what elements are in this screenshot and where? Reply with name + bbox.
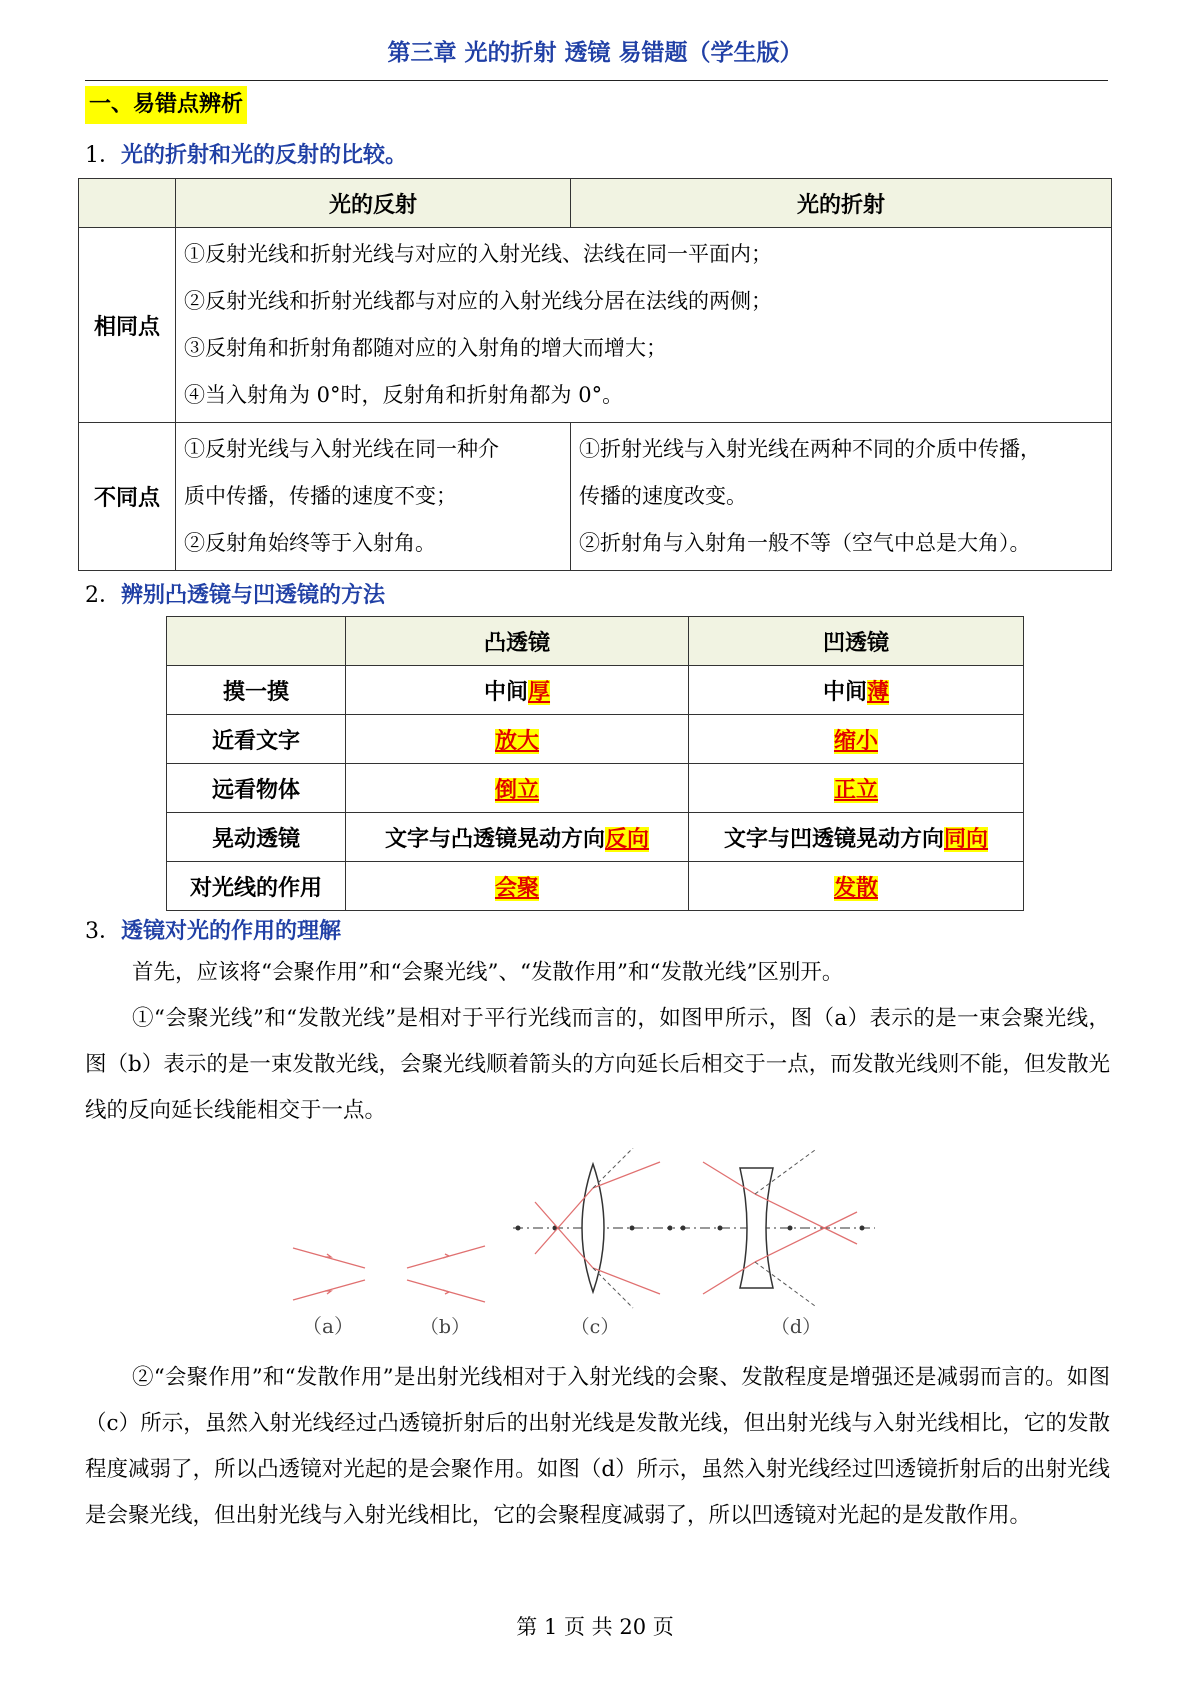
item1-title: 光的折射和光的反射的比较。	[121, 143, 408, 168]
item3-number: 3．	[85, 919, 121, 944]
paragraph: ①“会聚光线”和“发散光线”是相对于平行光线而言的，如图甲所示，图（a）表示的是一束会聚光线，图（b）表示的是一束发散光线，会聚光线顺着箭头的方向延长后相交于一点，而发散光线则不能，但发散光线的反向延长线能相交于一点。	[85, 1006, 1110, 1123]
same-point-line: ①反射光线和折射光线与对应的入射光线、法线在同一平面内；	[184, 242, 772, 266]
answer-highlight: 倒立	[494, 777, 539, 803]
item3-heading	[85, 914, 341, 945]
page-footer: 第 1 页 共 20 页	[516, 1615, 674, 1639]
lens-compare-table	[166, 616, 1024, 911]
item1-number: 1．	[85, 143, 121, 168]
diff-line: 质中传播，传播的速度不变；	[184, 484, 457, 508]
caption-d: （d）	[770, 1316, 822, 1338]
same-point-line: ④当入射角为 0°时，反射角和折射角都为 0°。	[184, 383, 624, 407]
row-diff-label: 不同点	[79, 423, 176, 571]
table-corner-cell	[167, 617, 346, 666]
concave-cell: 中间薄	[689, 666, 1024, 715]
title-divider	[85, 80, 1108, 81]
answer-highlight: 厚	[528, 679, 551, 705]
caption-c: （c）	[570, 1316, 620, 1338]
table-row	[167, 813, 1024, 862]
table-row	[167, 764, 1024, 813]
convex-cell: 中间厚	[346, 666, 689, 715]
table-corner-cell	[79, 179, 176, 228]
answer-highlight: 薄	[867, 679, 890, 705]
figure-a-converging-rays	[293, 1248, 365, 1300]
reflection-refraction-table	[78, 178, 1112, 571]
table-row	[167, 862, 1024, 911]
item2-number: 2．	[85, 583, 121, 608]
diff-refraction-cell	[571, 423, 1112, 571]
figure-b-diverging-rays	[407, 1246, 485, 1302]
concave-cell	[689, 862, 1024, 911]
same-points-cell	[176, 228, 1112, 423]
diff-line: 传播的速度改变。	[579, 484, 747, 508]
caption-b: （b）	[419, 1316, 471, 1338]
row-label: 对光线的作用	[167, 862, 346, 911]
same-point-line: ③反射角和折射角都随对应的入射角的增大而增大；	[184, 336, 667, 360]
diff-line: ②折射角与入射角一般不等（空气中总是大角）。	[579, 531, 1031, 555]
diff-line: ①反射光线与入射光线在同一种介	[184, 437, 499, 461]
answer-highlight: 同向	[944, 826, 989, 852]
table-row	[167, 666, 1024, 715]
row-label: 远看物体	[167, 764, 346, 813]
answer-highlight: 放大	[494, 728, 539, 754]
concave-cell: 文字与凹透镜晃动方向同向	[689, 813, 1024, 862]
figure-c-convex-lens	[513, 1148, 675, 1308]
answer-highlight: 发散	[833, 875, 878, 901]
col-convex: 凸透镜	[346, 617, 689, 666]
page-title: 第三章 光的折射 透镜 易错题（学生版）	[387, 40, 803, 66]
concave-cell	[689, 764, 1024, 813]
concave-cell	[689, 715, 1024, 764]
answer-highlight: 正立	[833, 777, 878, 803]
diff-reflection-cell	[176, 423, 571, 571]
col-reflection: 光的反射	[176, 179, 571, 228]
answer-highlight: 会聚	[494, 875, 539, 901]
section-heading: 一、易错点辨析	[85, 86, 247, 124]
answer-highlight: 反向	[605, 826, 650, 852]
convex-cell	[346, 764, 689, 813]
row-label: 晃动透镜	[167, 813, 346, 862]
diff-line: ②反射角始终等于入射角。	[184, 531, 436, 555]
answer-highlight: 缩小	[833, 728, 878, 754]
col-concave: 凹透镜	[689, 617, 1024, 666]
convex-cell	[346, 715, 689, 764]
paragraph: 首先，应该将“会聚作用”和“会聚光线”、“发散作用”和“发散光线”区别开。	[132, 960, 844, 985]
row-label: 摸一摸	[167, 666, 346, 715]
item2-heading	[85, 578, 385, 609]
item1-heading	[85, 138, 407, 169]
figure-d-concave-lens	[680, 1150, 875, 1306]
item2-title: 辨别凸透镜与凹透镜的方法	[121, 583, 386, 608]
caption-a: （a）	[302, 1314, 354, 1338]
row-same-label: 相同点	[79, 228, 176, 423]
convex-cell	[346, 862, 689, 911]
paragraph: ②“会聚作用”和“发散作用”是出射光线相对于入射光线的会聚、发散程度是增强还是减弱而言的。如图（c）所示，虽然入射光线经过凸透镜折射后的出射光线是发散光线，但出射光线与入射光线相比，它的发散程度减弱了，所以凸透镜对光起的是会聚作用。如图（d）所示，虽然入射光线经过凹透镜折射后的出射光线是会聚光线，但出射光线与入射光线相比，它的会聚程度减弱了，所以凹透镜对光起的是发散作用。	[85, 1365, 1110, 1528]
col-refraction: 光的折射	[571, 179, 1112, 228]
lens-ray-figure	[285, 1148, 905, 1348]
row-label: 近看文字	[167, 715, 346, 764]
same-point-line: ②反射光线和折射光线都与对应的入射光线分居在法线的两侧；	[184, 289, 772, 313]
diff-line: ①折射光线与入射光线在两种不同的介质中传播，	[579, 437, 1041, 461]
table-row	[167, 715, 1024, 764]
item3-title: 透镜对光的作用的理解	[121, 919, 342, 944]
convex-cell: 文字与凸透镜晃动方向反向	[346, 813, 689, 862]
